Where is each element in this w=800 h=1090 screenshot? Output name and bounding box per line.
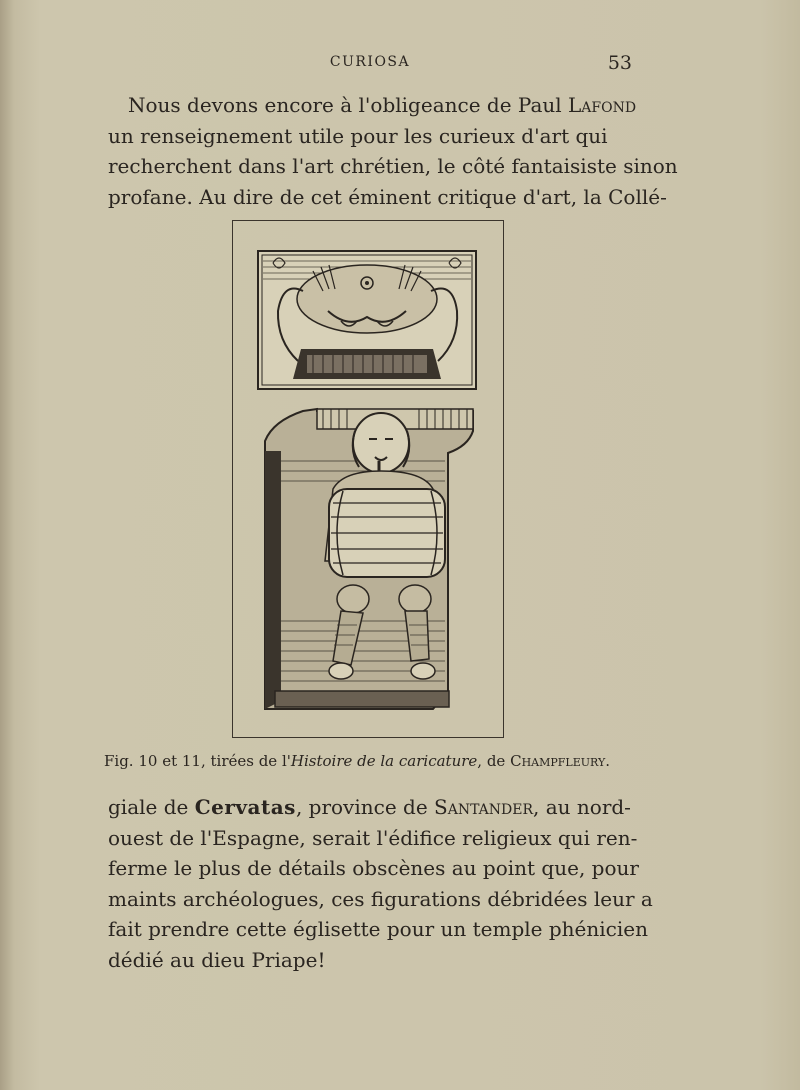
engraving-illustration — [233, 221, 503, 737]
caption-author: Champfleury. — [510, 752, 610, 770]
paragraph-1 — [108, 90, 678, 212]
paragraph-2-line-5: fait prendre cette églisette pour un temple phénicien — [108, 917, 648, 941]
paragraph-2-line-6: dédié au dieu Priape! — [108, 947, 326, 972]
page-number: 53 — [607, 52, 632, 74]
paragraph-1-line-1: Nous devons encore à l'obligeance de Paul Lafond — [128, 93, 637, 117]
caption-book-title: Histoire de la caricature — [290, 752, 478, 770]
carving-fig-11 — [265, 409, 473, 709]
running-head — [108, 52, 632, 76]
paragraph-1-line-4: profane. Au dire de cet éminent critique d'art, la Collé- — [108, 184, 667, 209]
carving-fig-10 — [258, 251, 476, 389]
paragraph-2 — [108, 792, 653, 975]
place-name-santander: Santander — [434, 795, 534, 819]
figure-caption: Fig. 10 et 11, tirées de l'Histoire de la caricature, de Champfleury. — [104, 752, 610, 770]
paragraph-2-line-4: maints archéologues, ces figurations débridées leur a — [108, 886, 653, 911]
paragraph-2-line-3: ferme le plus de détails obscènes au point que, pour — [108, 856, 639, 880]
paragraph-1-line-3: recherchent dans l'art chrétien, le côté fantaisiste sinon — [108, 154, 678, 178]
paragraph-2-line-1: giale de Cervatas, province de Santander, au nord- — [108, 795, 631, 819]
figure-frame — [232, 220, 504, 738]
running-head-title: CURIOSA — [329, 54, 411, 70]
paragraph-1-line-2: un renseignement utile pour les curieux d'art qui — [108, 123, 608, 148]
place-name-cervatas: Cervatas — [194, 795, 296, 819]
author-name-lafond: Lafond — [568, 93, 637, 117]
paragraph-2-line-2: ouest de l'Espagne, serait l'édifice religieux qui ren- — [108, 825, 638, 850]
